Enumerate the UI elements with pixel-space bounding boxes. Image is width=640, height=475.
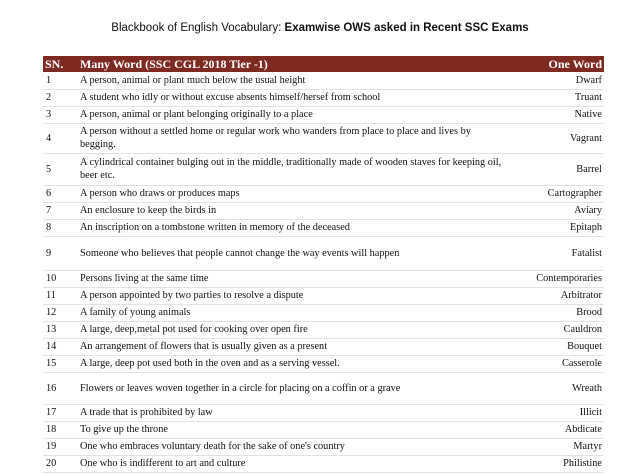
column-header-sn: SN. (43, 56, 78, 72)
table-row (43, 106, 604, 123)
table-row (43, 153, 604, 185)
row-many-word: Flowers or leaves woven together in a circle for placing on a coffin or a grave (78, 372, 508, 404)
table-row (43, 185, 604, 202)
table-row (43, 89, 604, 106)
row-many-word: One who embraces voluntary death for the sake of one's country (78, 438, 508, 455)
row-one-word: Barrel (508, 153, 604, 185)
row-sn: 1 (43, 72, 78, 89)
row-one-word: Contemporaries (508, 270, 604, 287)
row-one-word: Truant (508, 89, 604, 106)
row-one-word: Brood (508, 304, 604, 321)
row-sn: 3 (43, 106, 78, 123)
row-one-word: Philistine (508, 455, 604, 472)
row-many-word: A family of young animals (78, 304, 508, 321)
title-plain: Blackbook of English Vocabulary: (111, 22, 282, 34)
table-row (43, 455, 604, 472)
row-many-word: A person, animal or plant much below the usual height (78, 72, 508, 89)
table-row (43, 372, 604, 404)
table-row (43, 219, 604, 236)
row-one-word: Casserole (508, 355, 604, 372)
row-sn: 16 (43, 372, 78, 404)
row-many-word: A person who draws or produces maps (78, 185, 508, 202)
row-sn: 18 (43, 421, 78, 438)
row-many-word: A trade that is prohibited by law (78, 404, 508, 421)
ows-table (43, 56, 604, 473)
row-one-word: Wreath (508, 372, 604, 404)
row-sn: 11 (43, 287, 78, 304)
row-one-word: Native (508, 106, 604, 123)
table-row (43, 321, 604, 338)
title-bold: Examwise OWS asked in Recent SSC Exams (284, 22, 529, 34)
row-sn: 12 (43, 304, 78, 321)
table-row (43, 438, 604, 455)
row-many-word: A student who idly or without excuse absents himself/hersef from school (78, 89, 508, 106)
row-many-word: Persons living at the same time (78, 270, 508, 287)
row-many-word: An arrangement of flowers that is usually given as a present (78, 338, 508, 355)
table-body (43, 72, 604, 472)
row-one-word: Martyr (508, 438, 604, 455)
table-row (43, 304, 604, 321)
row-one-word: Epitaph (508, 219, 604, 236)
row-many-word: A large, deep,metal pot used for cooking over open fire (78, 321, 508, 338)
row-many-word: A cylindrical container bulging out in the middle, traditionally made of wooden staves for keeping oil, beer etc. (78, 153, 508, 185)
row-one-word: Illicit (508, 404, 604, 421)
table-row (43, 355, 604, 372)
row-sn: 5 (43, 153, 78, 185)
row-many-word: An inscription on a tombstone written in memory of the deceased (78, 219, 508, 236)
row-sn: 17 (43, 404, 78, 421)
row-one-word: Aviary (508, 202, 604, 219)
table-row (43, 421, 604, 438)
row-sn: 13 (43, 321, 78, 338)
row-sn: 2 (43, 89, 78, 106)
row-many-word: One who is indifferent to art and culture (78, 455, 508, 472)
table-row (43, 202, 604, 219)
row-many-word: To give up the throne (78, 421, 508, 438)
row-sn: 4 (43, 123, 78, 153)
row-one-word: Fatalist (508, 236, 604, 270)
table-row (43, 270, 604, 287)
table-row (43, 287, 604, 304)
row-sn: 10 (43, 270, 78, 287)
table-row (43, 338, 604, 355)
row-one-word: Vagrant (508, 123, 604, 153)
row-many-word: A person, animal or plant belonging originally to a place (78, 106, 508, 123)
row-many-word: Someone who believes that people cannot change the way events will happen (78, 236, 508, 270)
row-many-word: An enclosure to keep the birds in (78, 202, 508, 219)
row-sn: 7 (43, 202, 78, 219)
row-one-word: Abdicate (508, 421, 604, 438)
column-header-many-word: Many Word (SSC CGL 2018 Tier -1) (78, 56, 508, 72)
column-header-one-word: One Word (508, 56, 604, 72)
document-title (0, 22, 640, 34)
table-row (43, 236, 604, 270)
row-one-word: Cauldron (508, 321, 604, 338)
row-sn: 19 (43, 438, 78, 455)
row-sn: 14 (43, 338, 78, 355)
table-row (43, 123, 604, 153)
row-sn: 20 (43, 455, 78, 472)
table-row (43, 72, 604, 89)
row-one-word: Dwarf (508, 72, 604, 89)
row-sn: 8 (43, 219, 78, 236)
row-many-word: A person appointed by two parties to resolve a dispute (78, 287, 508, 304)
row-one-word: Bouquet (508, 338, 604, 355)
table-header-row (43, 56, 604, 72)
row-one-word: Cartographer (508, 185, 604, 202)
row-many-word: A large, deep pot used both in the oven and as a serving vessel. (78, 355, 508, 372)
row-sn: 6 (43, 185, 78, 202)
row-sn: 9 (43, 236, 78, 270)
table-row (43, 404, 604, 421)
row-sn: 15 (43, 355, 78, 372)
row-many-word: A person without a settled home or regular work who wanders from place to place and lives by begging. (78, 123, 508, 153)
row-one-word: Arbitrator (508, 287, 604, 304)
